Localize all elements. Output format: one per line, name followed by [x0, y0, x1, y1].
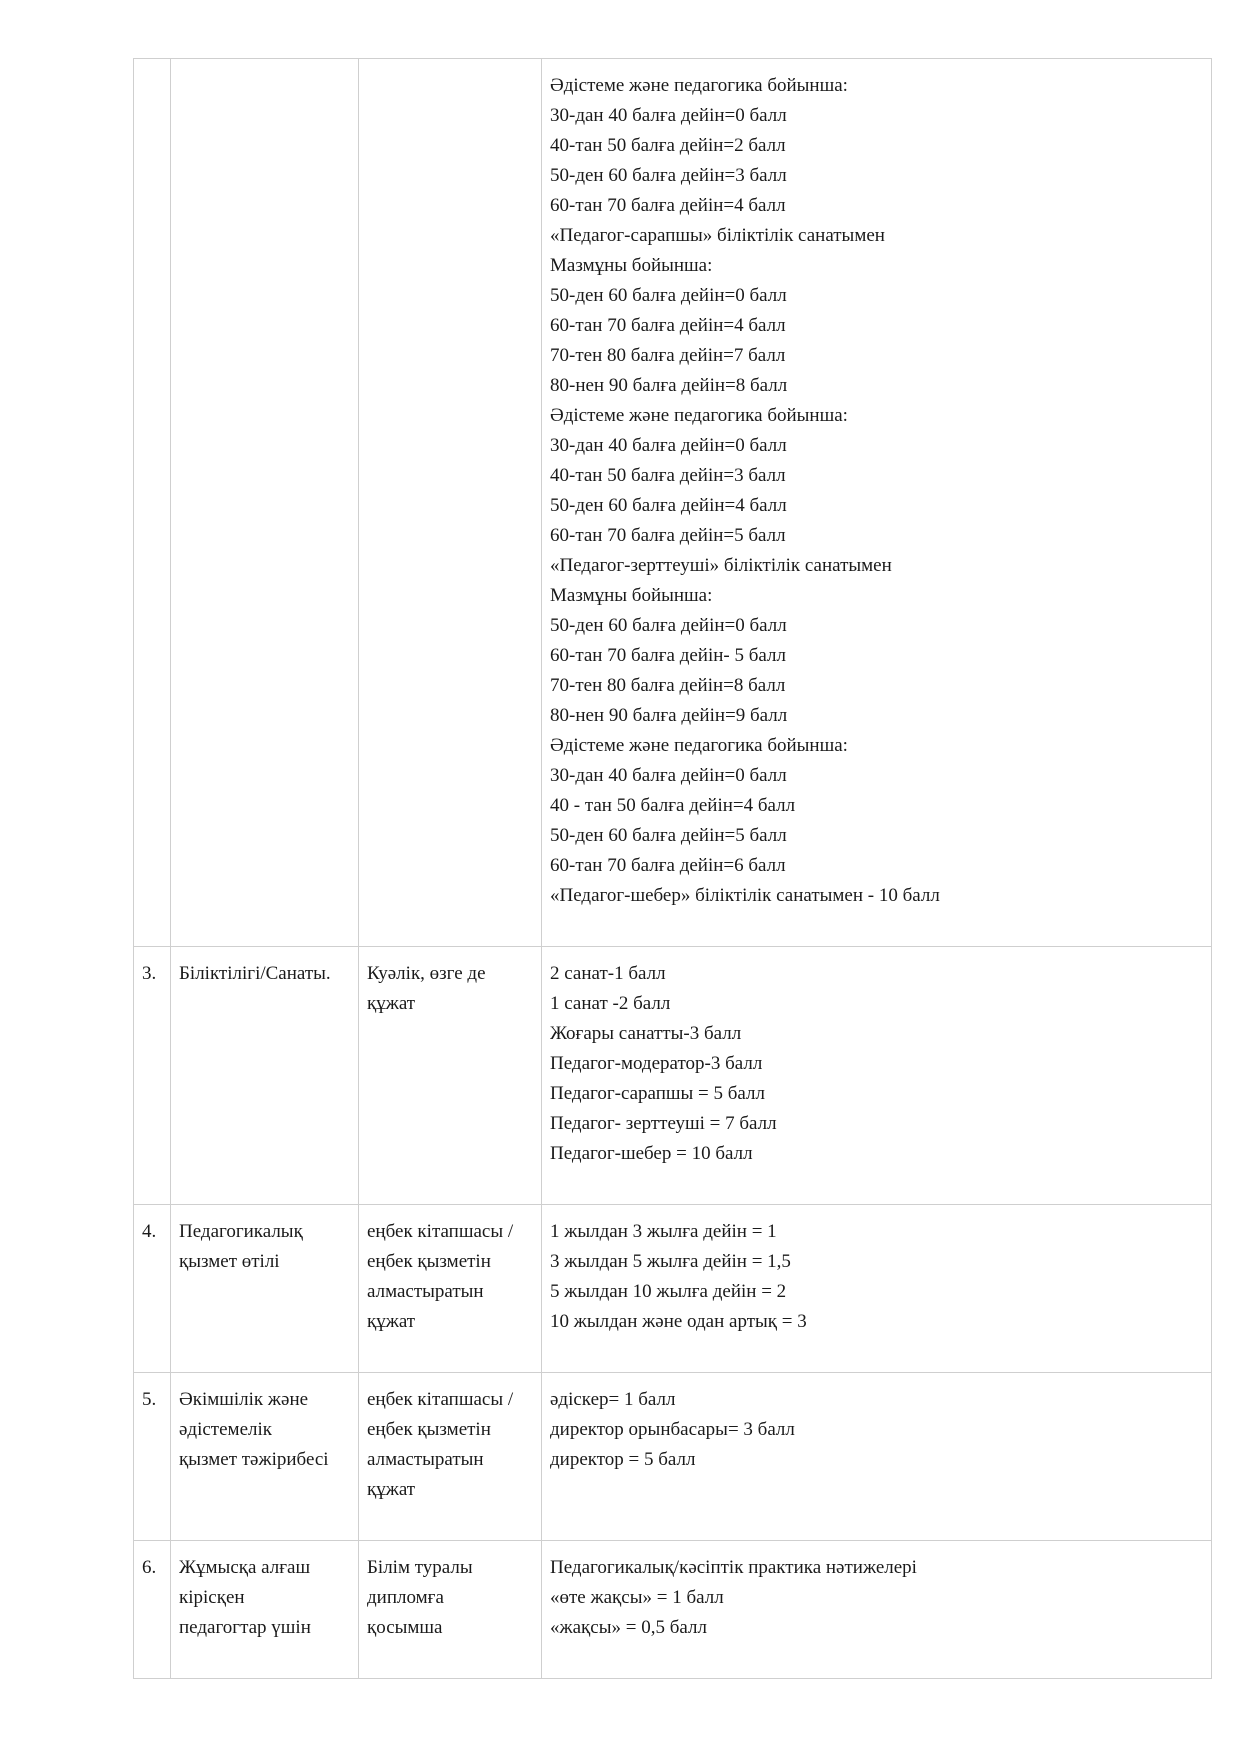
row-number-cell: 6. — [134, 1541, 171, 1679]
criterion-line: Әкімшілік және — [179, 1389, 309, 1410]
scoring-line: Жоғары санатты-3 балл — [550, 1023, 742, 1044]
scoring-line: 60-тан 70 балға дейін=4 балл — [550, 195, 786, 216]
scoring-cell — [542, 947, 1212, 1205]
row-number-cell — [134, 59, 171, 947]
scoring-cell — [542, 1373, 1212, 1541]
criterion-line: Жұмысқа алғаш — [179, 1557, 311, 1578]
scoring-line: «Педагог-шебер» біліктілік санатымен - 10 балл — [550, 885, 940, 906]
criterion-cell — [171, 1541, 359, 1679]
document-cell — [359, 1373, 542, 1541]
document-line: еңбек қызметін — [367, 1419, 491, 1440]
scoring-line: Мазмұны бойынша: — [550, 585, 713, 606]
scoring-line: Әдістеме және педагогика бойынша: — [550, 405, 848, 426]
scoring-line: директор = 5 балл — [550, 1449, 696, 1470]
scoring-line: Мазмұны бойынша: — [550, 255, 713, 276]
scoring-line: Педагог- зерттеуші = 7 балл — [550, 1113, 777, 1134]
document-line: құжат — [367, 993, 416, 1014]
scoring-line: 60-тан 70 балға дейін- 5 балл — [550, 645, 786, 666]
scoring-line: 50-ден 60 балға дейін=3 балл — [550, 165, 787, 186]
criterion-line: Біліктілігі/Санаты. — [179, 963, 331, 984]
document-cell — [359, 947, 542, 1205]
criterion-cell — [171, 1205, 359, 1373]
scoring-line: «Педагог-сарапшы» біліктілік санатымен — [550, 225, 885, 246]
scoring-cell — [542, 1205, 1212, 1373]
scoring-line: Әдістеме және педагогика бойынша: — [550, 75, 848, 96]
scoring-line: 1 санат -2 балл — [550, 993, 671, 1014]
criterion-line: кірісқен — [179, 1587, 245, 1608]
document-line: еңбек кітапшасы / — [367, 1221, 514, 1242]
scoring-cell — [542, 1541, 1212, 1679]
document-line: еңбек қызметін — [367, 1251, 491, 1272]
row-number-cell: 3. — [134, 947, 171, 1205]
scoring-line: «өте жақсы» = 1 балл — [550, 1587, 724, 1608]
scoring-line: 60-тан 70 балға дейін=5 балл — [550, 525, 786, 546]
scoring-line: 2 санат-1 балл — [550, 963, 666, 984]
scoring-line: 30-дан 40 балға дейін=0 балл — [550, 105, 787, 126]
scoring-line: 50-ден 60 балға дейін=4 балл — [550, 495, 787, 516]
criterion-line: қызмет тәжірибесі — [179, 1449, 329, 1470]
scoring-line: 30-дан 40 балға дейін=0 балл — [550, 765, 787, 786]
scoring-line: 5 жылдан 10 жылға дейін = 2 — [550, 1281, 787, 1302]
row-number-cell: 4. — [134, 1205, 171, 1373]
scoring-line: «жақсы» = 0,5 балл — [550, 1617, 707, 1638]
document-line: дипломға — [367, 1587, 444, 1608]
table-row — [134, 1541, 1212, 1679]
document-cell — [359, 1205, 542, 1373]
document-cell — [359, 1541, 542, 1679]
scoring-line: 70-тен 80 балға дейін=8 балл — [550, 675, 786, 696]
scoring-line: 80-нен 90 балға дейін=8 балл — [550, 375, 788, 396]
criterion-cell — [171, 947, 359, 1205]
scoring-line: 40-тан 50 балға дейін=2 балл — [550, 135, 786, 156]
scoring-line: 60-тан 70 балға дейін=6 балл — [550, 855, 786, 876]
scoring-line: Педагог-шебер = 10 балл — [550, 1143, 753, 1164]
table-row — [134, 1205, 1212, 1373]
scoring-line: 3 жылдан 5 жылға дейін = 1,5 — [550, 1251, 791, 1272]
scoring-line: «Педагог-зерттеуші» біліктілік санатымен — [550, 555, 892, 576]
table-row-continued — [134, 59, 1212, 947]
scoring-cell — [542, 59, 1212, 947]
criterion-cell — [171, 1373, 359, 1541]
document-line: Куәлік, өзге де — [367, 963, 486, 984]
table-row — [134, 1373, 1212, 1541]
scoring-line: 50-ден 60 балға дейін=5 балл — [550, 825, 787, 846]
document-line: қосымша — [367, 1617, 443, 1638]
scoring-line: Педагог-модератор-3 балл — [550, 1053, 763, 1074]
document-line: құжат — [367, 1311, 416, 1332]
criterion-line: қызмет өтілі — [179, 1251, 280, 1272]
scoring-line: 40 - тан 50 балға дейін=4 балл — [550, 795, 796, 816]
scoring-line: 30-дан 40 балға дейін=0 балл — [550, 435, 787, 456]
scoring-line: 1 жылдан 3 жылға дейін = 1 — [550, 1221, 777, 1242]
scoring-line: 10 жылдан және одан артық = 3 — [550, 1311, 807, 1332]
criterion-line: әдістемелік — [179, 1419, 272, 1440]
document-line: еңбек кітапшасы / — [367, 1389, 514, 1410]
document-line: Білім туралы — [367, 1557, 473, 1578]
criterion-line: Педагогикалық — [179, 1221, 303, 1242]
criterion-cell — [171, 59, 359, 947]
scoring-line: 50-ден 60 балға дейін=0 балл — [550, 285, 787, 306]
scoring-line: Педагог-сарапшы = 5 балл — [550, 1083, 765, 1104]
row-number-cell: 5. — [134, 1373, 171, 1541]
scoring-line: директор орынбасары= 3 балл — [550, 1419, 795, 1440]
table-row — [134, 947, 1212, 1205]
scoring-line: 60-тан 70 балға дейін=4 балл — [550, 315, 786, 336]
scoring-line: 40-тан 50 балға дейін=3 балл — [550, 465, 786, 486]
scoring-line: 70-тен 80 балға дейін=7 балл — [550, 345, 786, 366]
criterion-line: педагогтар үшін — [179, 1617, 311, 1638]
scoring-line: Әдістеме және педагогика бойынша: — [550, 735, 848, 756]
document-line: алмастыратын — [367, 1449, 484, 1470]
document-line: құжат — [367, 1479, 416, 1500]
scoring-line: әдіскер= 1 балл — [550, 1389, 676, 1410]
scoring-line: 80-нен 90 балға дейін=9 балл — [550, 705, 788, 726]
document-line: алмастыратын — [367, 1281, 484, 1302]
scoring-line: Педагогикалық/кәсіптік практика нәтижелері — [550, 1557, 917, 1578]
criteria-table — [133, 58, 1212, 1679]
document-cell — [359, 59, 542, 947]
scoring-line: 50-ден 60 балға дейін=0 балл — [550, 615, 787, 636]
